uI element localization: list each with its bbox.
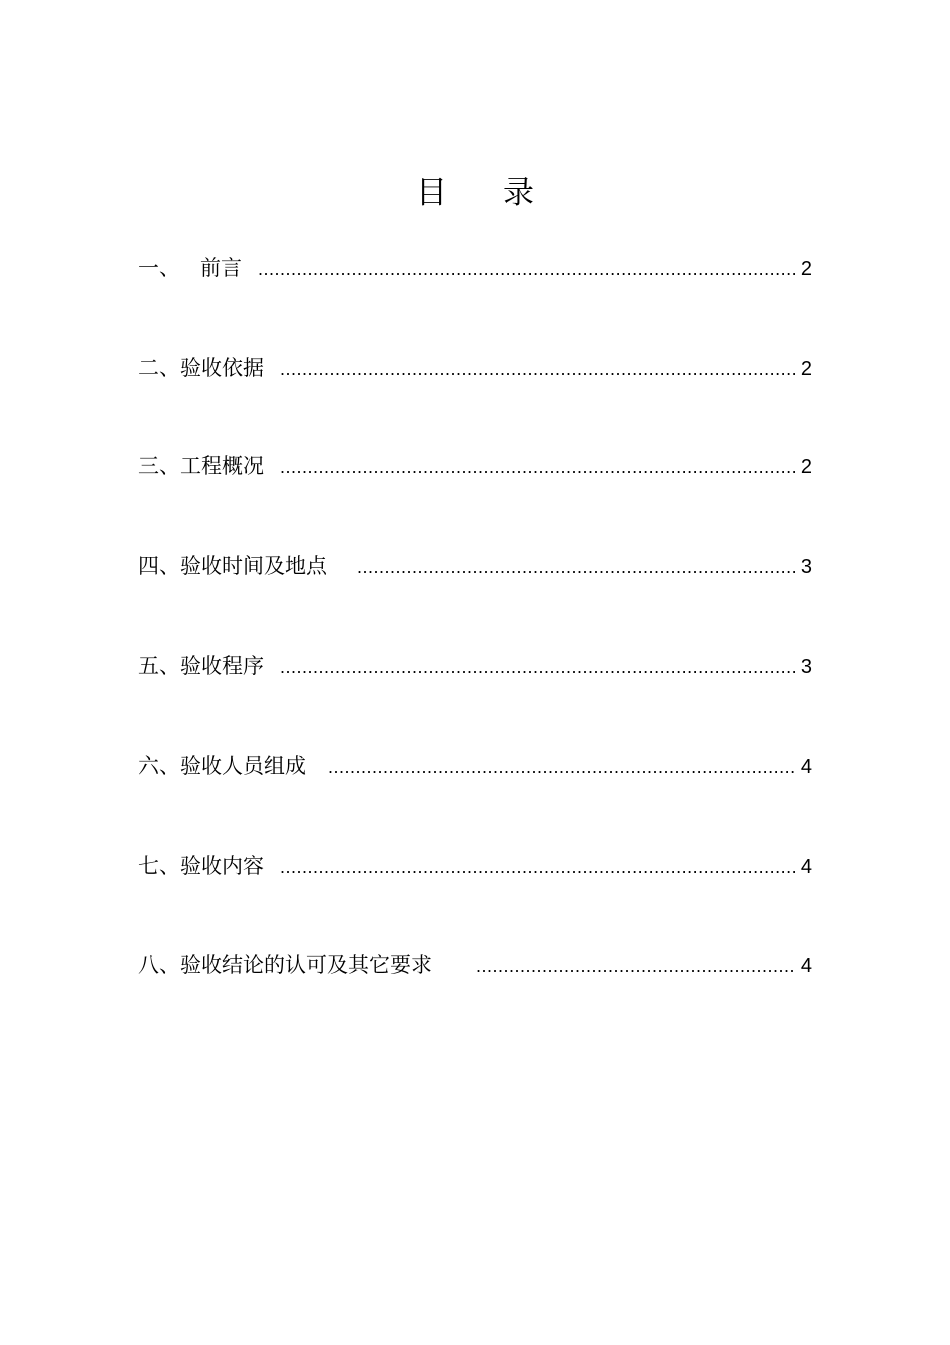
toc-entry-preface[interactable] (138, 252, 812, 284)
toc-entry-label: 验收时间及地点 (180, 554, 327, 578)
toc-entry-number: 三、 (138, 454, 180, 478)
toc-dot-leader (357, 551, 795, 583)
toc-entry-label: 验收内容 (180, 854, 264, 878)
toc-entry-label: 验收程序 (180, 654, 264, 678)
toc-dot-leader (476, 950, 795, 982)
toc-entry-page-number: 4 (800, 856, 812, 878)
toc-entry-label: 验收依据 (180, 356, 264, 380)
toc-entry-basis[interactable] (138, 352, 812, 384)
toc-entry-label: 验收人员组成 (180, 754, 306, 778)
toc-entry-overview[interactable] (138, 450, 812, 482)
toc-entry-content[interactable] (138, 850, 812, 882)
toc-entry-conclusion[interactable] (138, 949, 812, 981)
toc-entry-number: 二、 (138, 356, 180, 380)
page-title: 目录 (416, 175, 590, 211)
toc-entry-label: 前言 (200, 256, 243, 280)
toc-dot-leader (280, 651, 795, 683)
toc-entry-page-number: 2 (800, 258, 812, 280)
toc-entry-number: 七、 (138, 854, 180, 878)
toc-entry-number: 一、 (138, 256, 201, 280)
toc-dot-leader (280, 851, 795, 883)
toc-entry-personnel[interactable] (138, 750, 812, 782)
toc-entry-page-number: 2 (800, 456, 812, 478)
toc-entry-number: 四、 (138, 554, 180, 578)
toc-dot-leader (280, 451, 795, 483)
toc-entry-label: 验收结论的认可及其它要求 (180, 953, 432, 977)
toc-entry-procedure[interactable] (138, 650, 812, 682)
toc-entry-page-number: 3 (800, 556, 812, 578)
toc-entry-page-number: 3 (800, 656, 812, 678)
toc-dot-leader (258, 253, 795, 285)
toc-entry-label: 工程概况 (180, 454, 264, 478)
toc-entry-page-number: 4 (800, 955, 812, 977)
toc-dot-leader (280, 353, 795, 385)
toc-entry-page-number: 4 (800, 756, 812, 778)
toc-entry-number: 五、 (138, 654, 180, 678)
toc-entry-number: 八、 (138, 953, 180, 977)
toc-entry-number: 六、 (138, 754, 180, 778)
toc-entry-page-number: 2 (800, 358, 812, 380)
toc-entry-time-place[interactable] (138, 550, 812, 582)
toc-dot-leader (328, 751, 795, 783)
